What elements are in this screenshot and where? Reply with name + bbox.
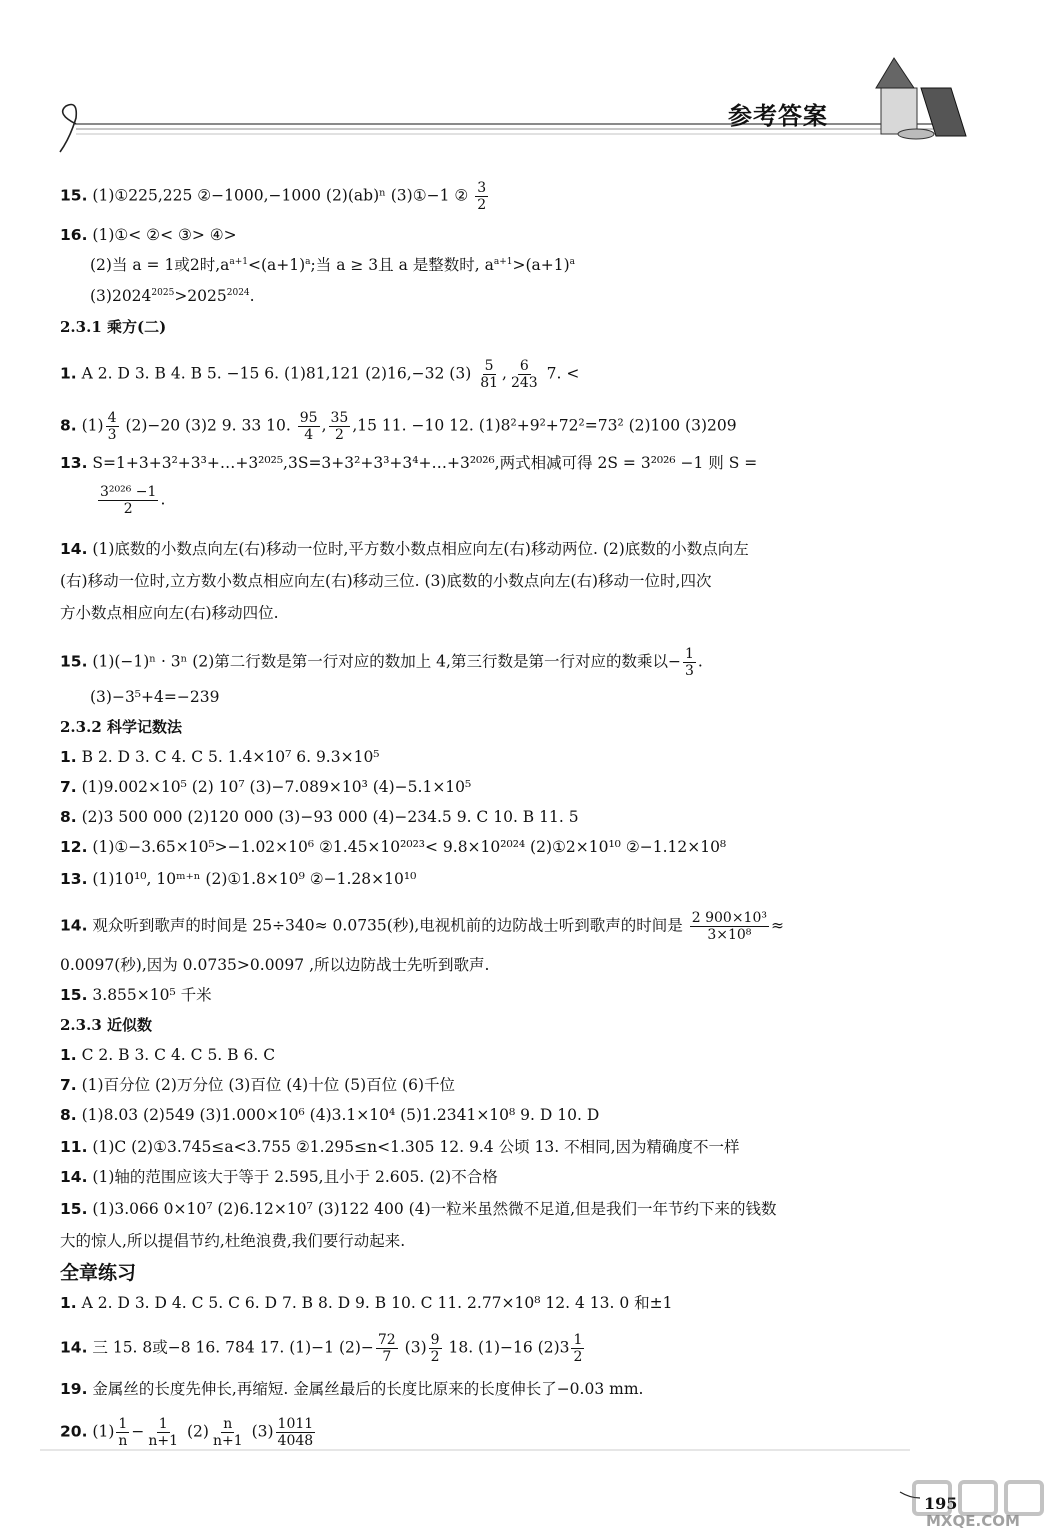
answer-line [60, 1074, 455, 1096]
answer-text: (右)移动一位时,立方数小数点相应向左(右)移动三位. (3)底数的小数点向左(右)移动一位时,四次 [60, 572, 712, 590]
superscript: a [305, 256, 311, 267]
answer-text: (2)当 a = 1或2时,a [90, 256, 230, 274]
answer-line [90, 686, 219, 708]
answer-text: C 2. B 3. C 4. C 5. B 6. C [81, 1046, 276, 1064]
superscript: a [569, 256, 576, 267]
fraction: $\frac{1}{n}$ [118, 1416, 128, 1449]
superscript: a+1 [229, 256, 248, 267]
question-number: 13. [60, 870, 88, 888]
fraction: $\frac{n}{n+1}$ [212, 1416, 243, 1449]
answer-line [60, 602, 279, 624]
answer-text: 7. < [546, 364, 580, 383]
question-number: 7. [60, 778, 77, 796]
answer-line [60, 954, 489, 976]
section-heading: 2.3.2 科学记数法 [60, 718, 182, 736]
answer-text: 观众听到歌声的时间是 25÷340≈ 0.0735(秒),电视机前的边防战士听到歌声的时间是 [92, 916, 683, 935]
question-number: 8. [60, 416, 77, 435]
answer-text: (1)轴的范围应该大于等于 2.595,且小于 2.605. (2)不合格 [92, 1168, 498, 1186]
answer-text: ,15 11. −10 12. (1)8²+9²+72²=73² (2)100 (3)209 [352, 416, 737, 435]
question-number: 14. [60, 540, 88, 558]
answer-line [60, 1292, 672, 1314]
answer-line [60, 836, 726, 858]
answer-line: 20. (1) $\frac{1}{n}$ − $\frac{1}{n+1}$ (2) $\frac{n}{n+1}$ (3) $\frac{1011}{4048}$ [60, 1416, 314, 1449]
answer-text: (1)(−1)ⁿ · 3ⁿ (2)第二行数是第一行对应的数加上 4,第三行数是第一行对应的数乘以− [92, 652, 681, 671]
answer-line [60, 1198, 777, 1220]
fraction: $\frac{35}{2}$ [330, 410, 349, 443]
question-number: 20. [60, 1422, 88, 1441]
fraction: $\frac{1}{n+1}$ [148, 1416, 179, 1449]
answer-line [60, 746, 380, 768]
question-number: 1. [60, 1046, 77, 1064]
chapter-heading: 全章练习 [60, 1262, 137, 1284]
geometry-solids-icon [876, 58, 966, 139]
answer-text: A 2. D 3. D 4. C 5. C 6. D 7. B 8. D 9. B 10. C 11. 2.77×10⁸ 12. 4 13. 0 和±1 [81, 1294, 673, 1312]
header-decoration [36, 48, 1036, 158]
watermark-text: MXQE.COM [926, 1512, 1020, 1530]
question-number: 11. [60, 1138, 88, 1156]
fraction: $\frac{1}{2}$ [573, 1332, 583, 1365]
answer-text: (3) [251, 1422, 274, 1441]
question-number: 14. [60, 1168, 88, 1186]
fraction: $\frac{95}{4}$ [299, 410, 318, 443]
answer-line [60, 1378, 643, 1400]
answer-line [60, 570, 711, 592]
answer-line: $\frac{\text{3²⁰²⁶ −1}}{2}$ . [100, 484, 166, 517]
question-number: 15. [60, 1200, 88, 1218]
question-number: 15. [60, 186, 88, 205]
superscript: 2025 [151, 287, 175, 298]
fraction: $\frac{5}{81}$ [480, 358, 499, 391]
answer-text: 三 15. 8或−8 16. 784 17. (1)−1 (2)− [92, 1338, 374, 1357]
answer-text: (2)3 500 000 (2)120 000 (3)−93 000 (4)−234.5 9. C 10. B 11. 5 [81, 808, 579, 826]
question-number: 15. [60, 652, 88, 671]
footer-rule [40, 1446, 920, 1506]
answer-text: 方小数点相应向左(右)移动四位. [60, 604, 279, 622]
answer-text: (1)①−3.65×10⁵>−1.02×10⁶ ②1.45×10²⁰²³< 9.8×10²⁰²⁴ (2)①2×10¹⁰ ②−1.12×10⁸ [92, 838, 727, 856]
fraction: $\frac{\text{2 900×10³}}{\text{3×10⁸}}$ [691, 910, 767, 943]
answer-line [60, 1166, 498, 1188]
answer-line: 1. A 2. D 3. B 4. B 5. −15 6. (1)81,121 (2)16,−32 (3) $\frac{5}{81}$ , $\frac{6}{243}$ 7. < [60, 358, 580, 391]
fraction: $\frac{3}{2}$ [477, 180, 487, 213]
answer-text: (2)−20 (3)2 9. 33 10. [125, 416, 291, 435]
answer-line [60, 776, 471, 798]
question-number: 15. [60, 986, 88, 1004]
answer-line [60, 452, 757, 474]
answer-text: . [249, 287, 255, 305]
question-number: 8. [60, 808, 77, 826]
header-title: 参考答案 [728, 102, 828, 130]
fraction: $\frac{6}{243}$ [510, 358, 538, 391]
answer-text: 0.0097(秒),因为 0.0735>0.0097 ,所以边防战士先听到歌声. [60, 956, 490, 974]
superscript: a+1 [493, 256, 513, 267]
answer-text: A 2. D 3. B 4. B 5. −15 6. (1)81,121 (2)16,−32 (3) [81, 364, 472, 383]
fraction: $\frac{1}{3}$ [684, 646, 694, 679]
answer-line [60, 868, 416, 890]
fraction: $\frac{4}{3}$ [107, 410, 117, 443]
answer-text: ;当 a ≥ 3且 a 是整数时, a [310, 256, 494, 274]
section-heading: 2.3.1 乘方(二) [60, 318, 167, 336]
answer-text: >2025 [174, 287, 227, 305]
question-number: 1. [60, 1294, 77, 1312]
answer-line [60, 180, 490, 213]
question-number: 14. [60, 1338, 88, 1357]
answer-line: 15. (1)(−1)ⁿ · 3ⁿ (2)第二行数是第一行对应的数加上 4,第三行数是第一行对应的数乘以− $\frac{1}{3}$ . [60, 646, 703, 679]
question-number: 1. [60, 364, 77, 383]
answer-text: (1)①< ②< ③> ④> [92, 226, 237, 244]
answer-text: (1)C (2)①3.745≤a<3.755 ②1.295≤n<1.305 12. 9.4 公顷 13. 不相同,因为精确度不一样 [92, 1138, 740, 1156]
answer-line [60, 1230, 405, 1252]
answer-text: (1)9.002×10⁵ (2) 10⁷ (3)−7.089×10³ (4)−5.1×10⁵ [81, 778, 472, 796]
answer-text: B 2. D 3. C 4. C 5. 1.4×10⁷ 6. 9.3×10⁵ [81, 748, 380, 766]
answer-text: (1)底数的小数点向左(右)移动一位时,平方数小数点相应向左(右)移动两位. (2)底数的小数点向左 [92, 540, 749, 558]
fraction: $\frac{\text{3²⁰²⁶ −1}}{2}$ [100, 484, 157, 517]
page-number: 195 [924, 1494, 958, 1513]
answer-line [60, 1332, 586, 1365]
question-number: 13. [60, 454, 88, 472]
answer-text: (1)百分位 (2)万分位 (3)百位 (4)十位 (5)百位 (6)千位 [81, 1076, 455, 1094]
question-number: 8. [60, 1106, 77, 1124]
fraction: $\frac{72}{7}$ [377, 1332, 396, 1365]
answer-text: (3)2024 [90, 287, 152, 305]
question-number: 19. [60, 1380, 88, 1398]
fraction: $\frac{1011}{4048}$ [277, 1416, 314, 1449]
answer-line [60, 538, 749, 560]
answer-text: (1) [81, 416, 104, 435]
answer-text: >(a+1) [512, 256, 570, 274]
answer-line [60, 1104, 599, 1126]
answer-line: 14. 观众听到歌声的时间是 25÷340≈ 0.0735(秒),电视机前的边防战士听到歌声的时间是 $\frac{\text{2 900×10³}}{\text{3×10⁸}}$ ≈ [60, 910, 784, 943]
answer-line [60, 224, 237, 246]
section-heading: 2.3.3 近似数 [60, 1016, 152, 1034]
question-number: 7. [60, 1076, 77, 1094]
answer-line: 8. (1) $\frac{4}{3}$ (2)−20 (3)2 9. 33 10. $\frac{95}{4}$ , $\frac{35}{2}$ ,15 11. −10 12. (1)8²+9²+72²=73² (2)100 (3)209 [60, 410, 737, 443]
question-number: 14. [60, 916, 88, 935]
answer-text: (3)−3⁵+4=−239 [90, 688, 220, 706]
answer-text: 18. (1)−16 (2)3 [448, 1338, 570, 1357]
answer-line [60, 1044, 275, 1066]
answer-line [90, 254, 575, 276]
question-number: 1. [60, 748, 77, 766]
answer-text: (3) [404, 1338, 427, 1357]
answer-text: <(a+1) [248, 256, 306, 274]
answer-line [60, 1136, 740, 1158]
answer-line [90, 285, 255, 307]
answer-text: (1)3.066 0×10⁷ (2)6.12×10⁷ (3)122 400 (4)一粒米虽然微不足道,但是我们一年节约下来的钱数 [92, 1200, 777, 1218]
question-number: 16. [60, 226, 88, 244]
answer-text: (1)8.03 (2)549 (3)1.000×10⁶ (4)3.1×10⁴ (5)1.2341×10⁸ 9. D 10. D [81, 1106, 600, 1124]
answer-text: 金属丝的长度先伸长,再缩短. 金属丝最后的长度比原来的长度伸长了−0.03 mm. [92, 1380, 644, 1398]
answer-text: 3.855×10⁵ 千米 [92, 986, 212, 1004]
answer-text: (2) [187, 1422, 209, 1441]
answer-text: (1)①225,225 ②−1000,−1000 (2)(ab)ⁿ (3)①−1 ② [92, 186, 469, 205]
superscript: 2024 [226, 287, 250, 298]
question-number: 12. [60, 838, 88, 856]
answer-text: 大的惊人,所以提倡节约,杜绝浪费,我们要行动起来. [60, 1232, 406, 1250]
answer-line [60, 806, 579, 828]
fraction: $\frac{9}{2}$ [430, 1332, 440, 1365]
answer-text: (1) [92, 1422, 115, 1441]
answer-text: (1)10¹⁰, 10ᵐ⁺ⁿ (2)①1.8×10⁹ ②−1.28×10¹⁰ [92, 870, 417, 888]
answer-text: S=1+3+3²+3³+…+3²⁰²⁵,3S=3+3²+3³+3⁴+…+3²⁰²⁶,两式相减可得 2S = 3²⁰²⁶ −1 则 S = [92, 454, 758, 472]
answer-line [60, 984, 212, 1006]
